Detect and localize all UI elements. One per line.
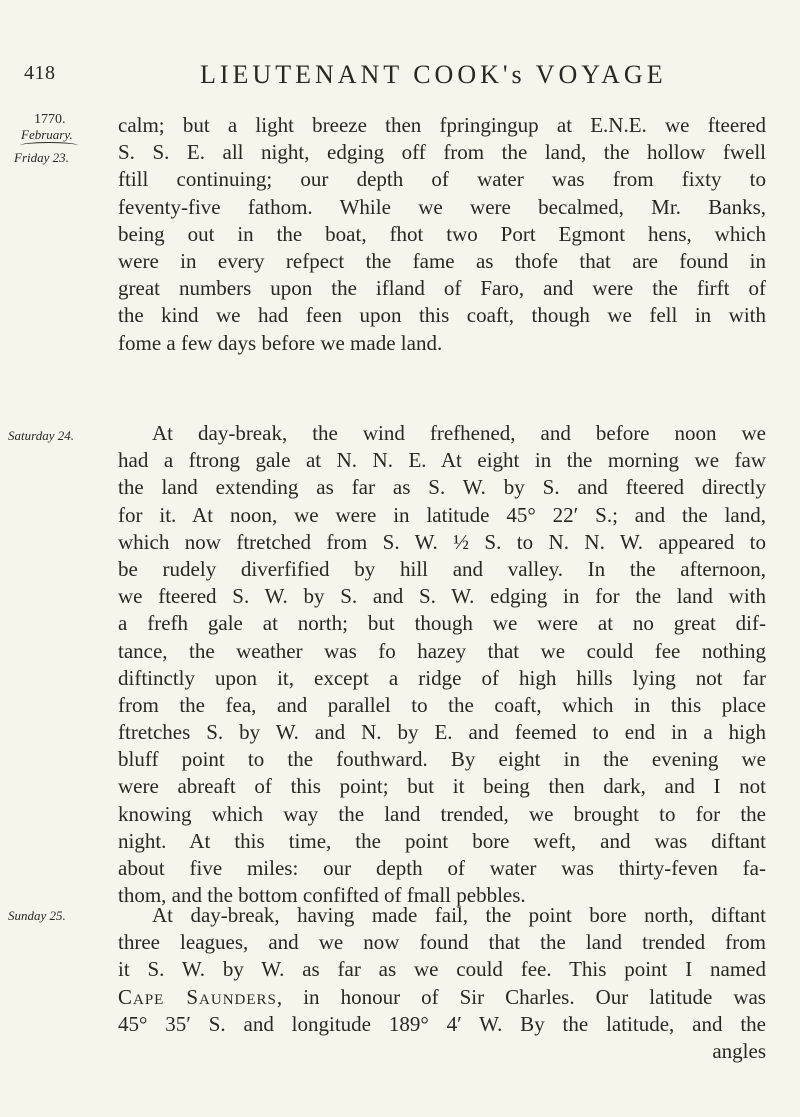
text-line: a frefh gale at north; but though we were at no great dif- — [118, 611, 766, 636]
text-line: be rudely diverfified by hill and valley. In the afternoon, — [118, 556, 766, 581]
text-line: thom, and the bottom confifted of fmall pebbles. — [118, 883, 526, 908]
text-line: knowing which way the land trended, we brought to for the — [118, 801, 766, 826]
margin-note-year: 1770. — [34, 112, 66, 127]
text-line: tance, the weather was fo hazey that we could fee nothing — [118, 638, 766, 663]
catchword: angles — [712, 1038, 766, 1063]
text-line: were abreaft of this point; but it being then dark, and I not — [118, 774, 766, 799]
text-line: were in every refpect the fame as thofe that are found in — [118, 248, 766, 273]
text-line: At day-break, the wind frefhened, and before noon we — [152, 421, 766, 445]
text-line: three leagues, and we now found that the land trended from — [118, 930, 766, 955]
margin-note-month: February. — [21, 127, 73, 142]
text-line: 45° 35′ S. and longitude 189° 4′ W. By the latitude, and the — [118, 1011, 766, 1036]
place-name-cape-saunders: Cape Saunders — [118, 984, 277, 1009]
text-line: Cape Saunders, in honour of Sir Charles. Our latitude was — [118, 984, 766, 1009]
text-line: S. S. E. all night, edging off from the land, the hollow fwell — [118, 140, 766, 165]
paragraph-sunday — [118, 902, 766, 1065]
text-line: fome a few days before we made land. — [118, 330, 443, 355]
page-header — [0, 60, 800, 100]
text-line: night. At this time, the point bore weft, and was diftant — [118, 828, 766, 853]
text-line: which now ftretched from S. W. ½ S. to N. N. W. appeared to — [118, 529, 766, 554]
text-line: diftinctly upon it, except a ridge of high hills lying not far — [118, 665, 766, 690]
text-line: calm; but a light breeze then fpringingup at E.N.E. we fteered — [118, 113, 766, 137]
text-line: bluff point to the fouthward. By eight in the evening we — [118, 747, 766, 772]
page-number: 418 — [24, 62, 56, 84]
text-line: we fteered S. W. by S. and S. W. edging in for the land with — [118, 584, 766, 609]
text-line: it S. W. by W. as far as we could fee. This point I named — [118, 957, 766, 982]
text-line: from the fea, and parallel to the coaft, which in this place — [118, 692, 766, 717]
text-line: being out in the boat, fhot two Port Egmont hens, which — [118, 221, 766, 246]
paragraph-saturday — [118, 420, 766, 909]
text-line: about five miles: our depth of water was thirty-feven fa- — [118, 856, 766, 880]
running-head: LIEUTENANT COOK's VOYAGE — [200, 60, 667, 89]
text-line: the kind we had feen upon this coaft, though we fell in with — [118, 303, 766, 328]
text-line: for it. At noon, we were in latitude 45° 22′ S.; and the land, — [118, 502, 766, 527]
text-line: ftretches S. by W. and N. by E. and feemed to end in a high — [118, 720, 766, 745]
paragraph-friday — [118, 112, 766, 357]
text-line: the land extending as far as S. W. by S. and fteered directly — [118, 475, 766, 500]
margin-note-sunday: Sunday 25. — [8, 908, 66, 923]
text-line: great numbers upon the ifland of Faro, and were the firft of — [118, 276, 766, 301]
margin-brace — [20, 142, 78, 149]
text-line: At day-break, having made fail, the point bore north, diftant — [152, 903, 766, 927]
text-line: feventy-five fathom. While we were becalmed, Mr. Banks, — [118, 194, 766, 219]
text-line: ftill continuing; our depth of water was from fixty to — [118, 167, 766, 192]
margin-note-saturday: Saturday 24. — [8, 428, 74, 443]
text-line: had a ftrong gale at N. N. E. At eight in the morning we faw — [118, 448, 766, 473]
margin-note-friday: Friday 23. — [14, 150, 69, 165]
